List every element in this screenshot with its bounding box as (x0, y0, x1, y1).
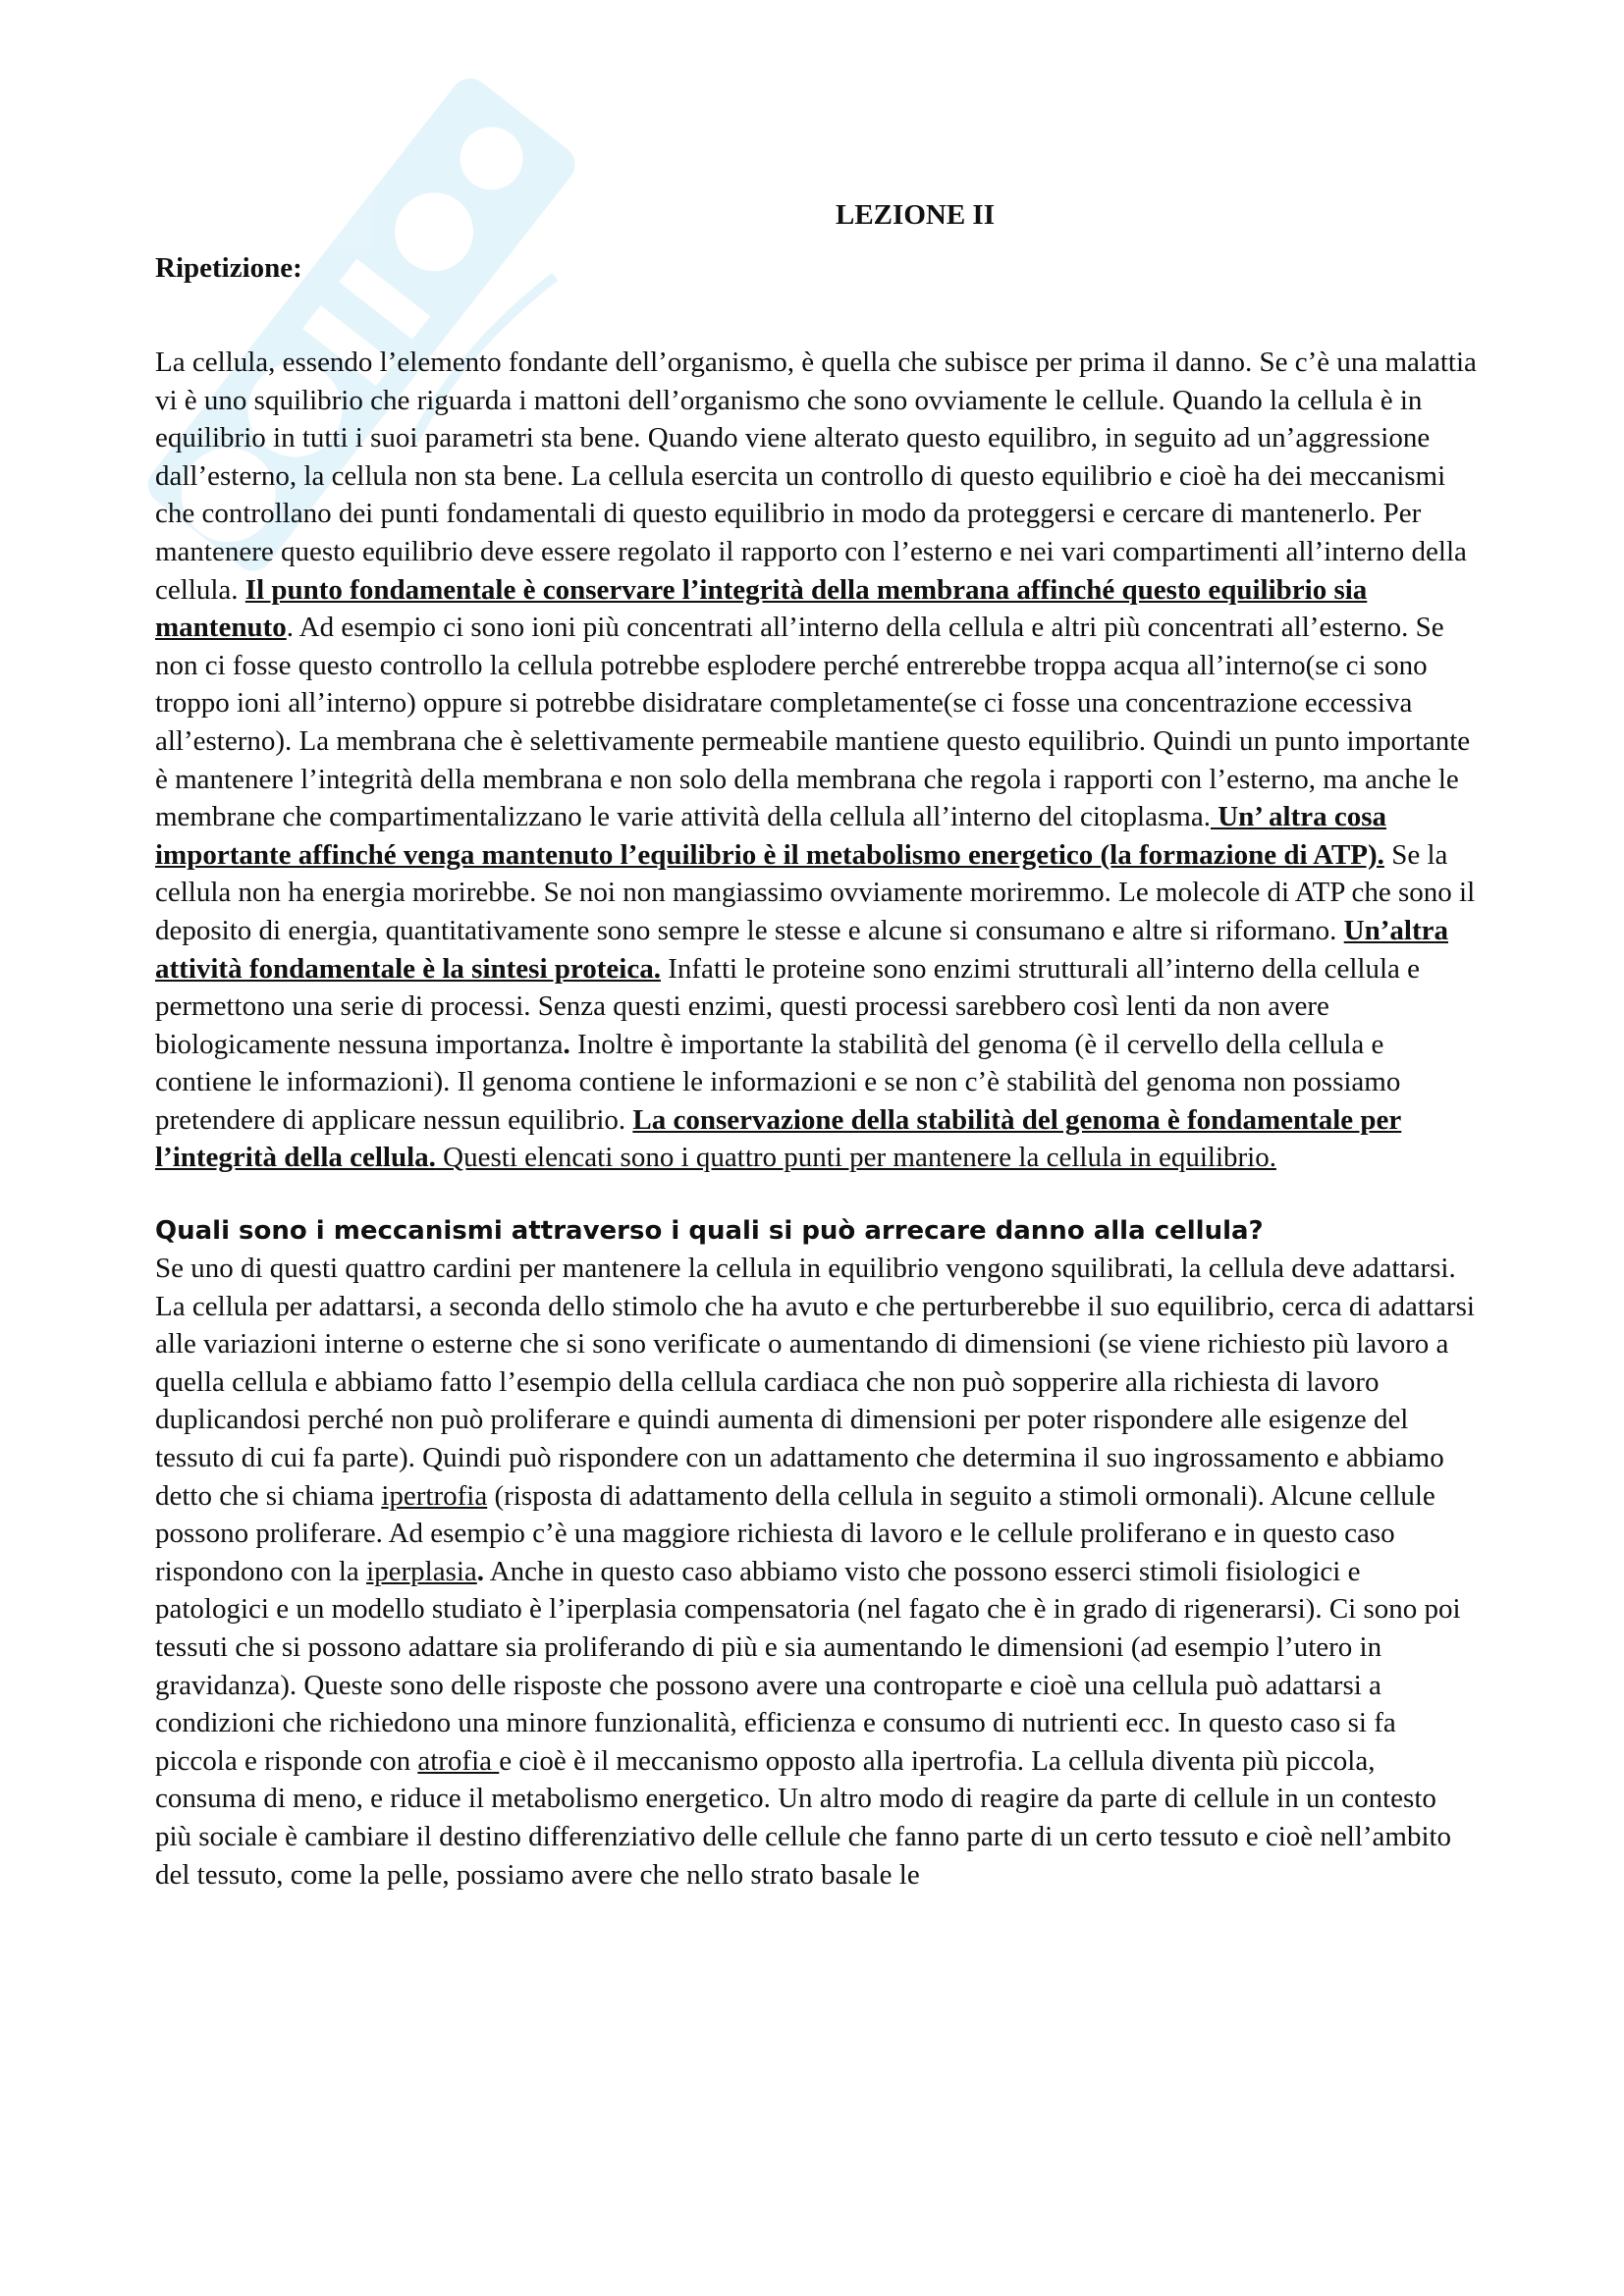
paragraph-intro (155, 344, 1479, 1177)
text-run: Questi elencati sono i quattro punti per mantenere la cellula in equilibrio. (435, 1142, 1276, 1174)
text-run: La cellula, essendo l’elemento fondante dell’organismo, è quella che subisce per prima il danno. Se c’è una malattia vi è uno squilibrio che riguarda i mattoni dell’organismo che sono ovviamente le cellule. Quando la cellula è in equilibrio in tutti i suoi parametri sta bene. Quando viene alterato questo equilibro, in seguito ad un’aggressione dall’esterno, la cellula non sta bene. La cellula esercita un controllo di questo equilibrio e cioè ha dei meccanismi che controllano dei punti fondamentali di questo equilibrio in modo da proteggersi e cercare di mantenerlo. Per mantenere questo equilibrio deve essere regolato il rapporto con l’esterno e nei vari compartimenti all’interno della cellula. (155, 347, 1477, 606)
text-run: Inoltre è importante la stabilità del genoma (è il cervello della cellula e contiene le informazioni). Il genoma contiene le informazioni e se non c’è stabilità del genoma non possiamo pretendere di applicare nessun equilibrio. (155, 1028, 1401, 1136)
text-run: (risposta di adattamento della cellula in seguito a stimoli ormonali). Alcune cellule possono proliferare. Ad esempio c’è una maggiore richiesta di lavoro e le cellule proliferano e in questo caso rispondono con la (155, 1479, 1435, 1587)
text-run: . (476, 1555, 485, 1587)
section-heading: Ripetizione: (155, 252, 302, 284)
text-run: atrofia (417, 1744, 500, 1777)
page-title: LEZIONE II (836, 199, 995, 231)
text-run: . Ad esempio ci sono ioni più concentrati all’interno della cellula e altri più concentrati all’esterno. Se non ci fosse questo controllo la cellula potrebbe esplodere perché entrerebbe troppa acqua all’interno(se ci sono troppo ioni all’interno) oppure si potrebbe disidratare completamente(se ci fosse una concentrazione eccessiva all’esterno). La membrana che è selettivamente permeabile mantiene questo equilibrio. Quindi un punto importante è mantenere l’integrità della membrana e non solo della membrana che regola i rapporti con l’esterno, ma anche le membrane che compartimentalizzano le varie attività della cellula all’interno del citoplasma. (155, 612, 1471, 833)
text-run: Un’ altra cosa importante affinché venga mantenuto l’equilibrio è il metabolismo energetico (la formazione di ATP). (155, 801, 1387, 871)
text-run: Se la cellula non ha energia morirebbe. Se noi non mangiassimo ovviamente moriremmo. Le molecole di ATP che sono il deposito di energia, quantitativamente sono sempre le stesse e alcune si consumano e altre si riformano. (155, 838, 1476, 946)
text-run: Anche in questo caso abbiamo visto che possono esserci stimoli fisiologici e patologici e un modello studiato è l’iperplasia compensatoria (nel fagato che è in grado di rigenerarsi). Ci sono poi tessuti che si possono adattare sia proliferando di più e sia aumentando le dimensioni (ad esempio l’utero in gravidanza). Queste sono delle risposte che possono avere una controparte e cioè una cellula può adattarsi a condizioni che richiedono una minore funzionalità, efficienza e consumo di nutrienti ecc. In questo caso si fa piccola e risponde con (155, 1555, 1461, 1777)
question-heading: Quali sono i meccanismi attraverso i quali si può arrecare danno alla cellula? (155, 1216, 1264, 1247)
text-run: e cioè è il meccanismo opposto alla ipertrofia. La cellula diventa più piccola, consuma di meno, e riduce il metabolismo energetico. Un altro modo di reagire da parte di cellule in un contesto più sociale è cambiare il destino differenziativo delle cellule che fanno parte di un certo tessuto e cioè nell’ambito del tessuto, come la pelle, possiamo avere che nello strato basale le (155, 1744, 1452, 1891)
text-run: . (563, 1028, 570, 1060)
paragraph-adaptation (155, 1250, 1479, 1894)
text-run: Il punto fondamentale è conservare l’integrità della membrana affinché questo equilibrio sia mantenuto (155, 573, 1368, 644)
text-run: Un’altra attività fondamentale è la sintesi proteica. (155, 914, 1448, 985)
document-page (155, 192, 1479, 1894)
text-run: ipertrofia (381, 1479, 488, 1512)
text-run: Se uno di questi quattro cardini per mantenere la cellula in equilibrio vengono squilibrati, la cellula deve adattarsi. La cellula per adattarsi, a seconda dello stimolo che ha avuto e che perturberebbe il suo equilibrio, cerca di adattarsi alle variazioni interne o esterne che si sono verificate o aumentando di dimensioni (se viene richiesto più lavoro a quella cellula e abbiamo fatto l’esempio della cellula cardiaca che non può sopperire alla richiesta di lavoro duplicandosi perché non può proliferare e quindi aumenta di dimensioni per poter rispondere alle esigenze del tessuto di cui fa parte). Quindi può rispondere con un adattamento che determina il suo ingrossamento e abbiamo detto che si chiama (155, 1253, 1475, 1512)
text-run: iperplasia (366, 1555, 477, 1587)
text-run: Infatti le proteine sono enzimi strutturali all’interno della cellula e permettono una serie di processi. Senza questi enzimi, questi processi sarebbero così lenti da non avere biologicamente nessuna importanza (155, 952, 1421, 1060)
text-run: La conservazione della stabilità del genoma è fondamentale per l’integrità della cellula. (155, 1103, 1402, 1174)
